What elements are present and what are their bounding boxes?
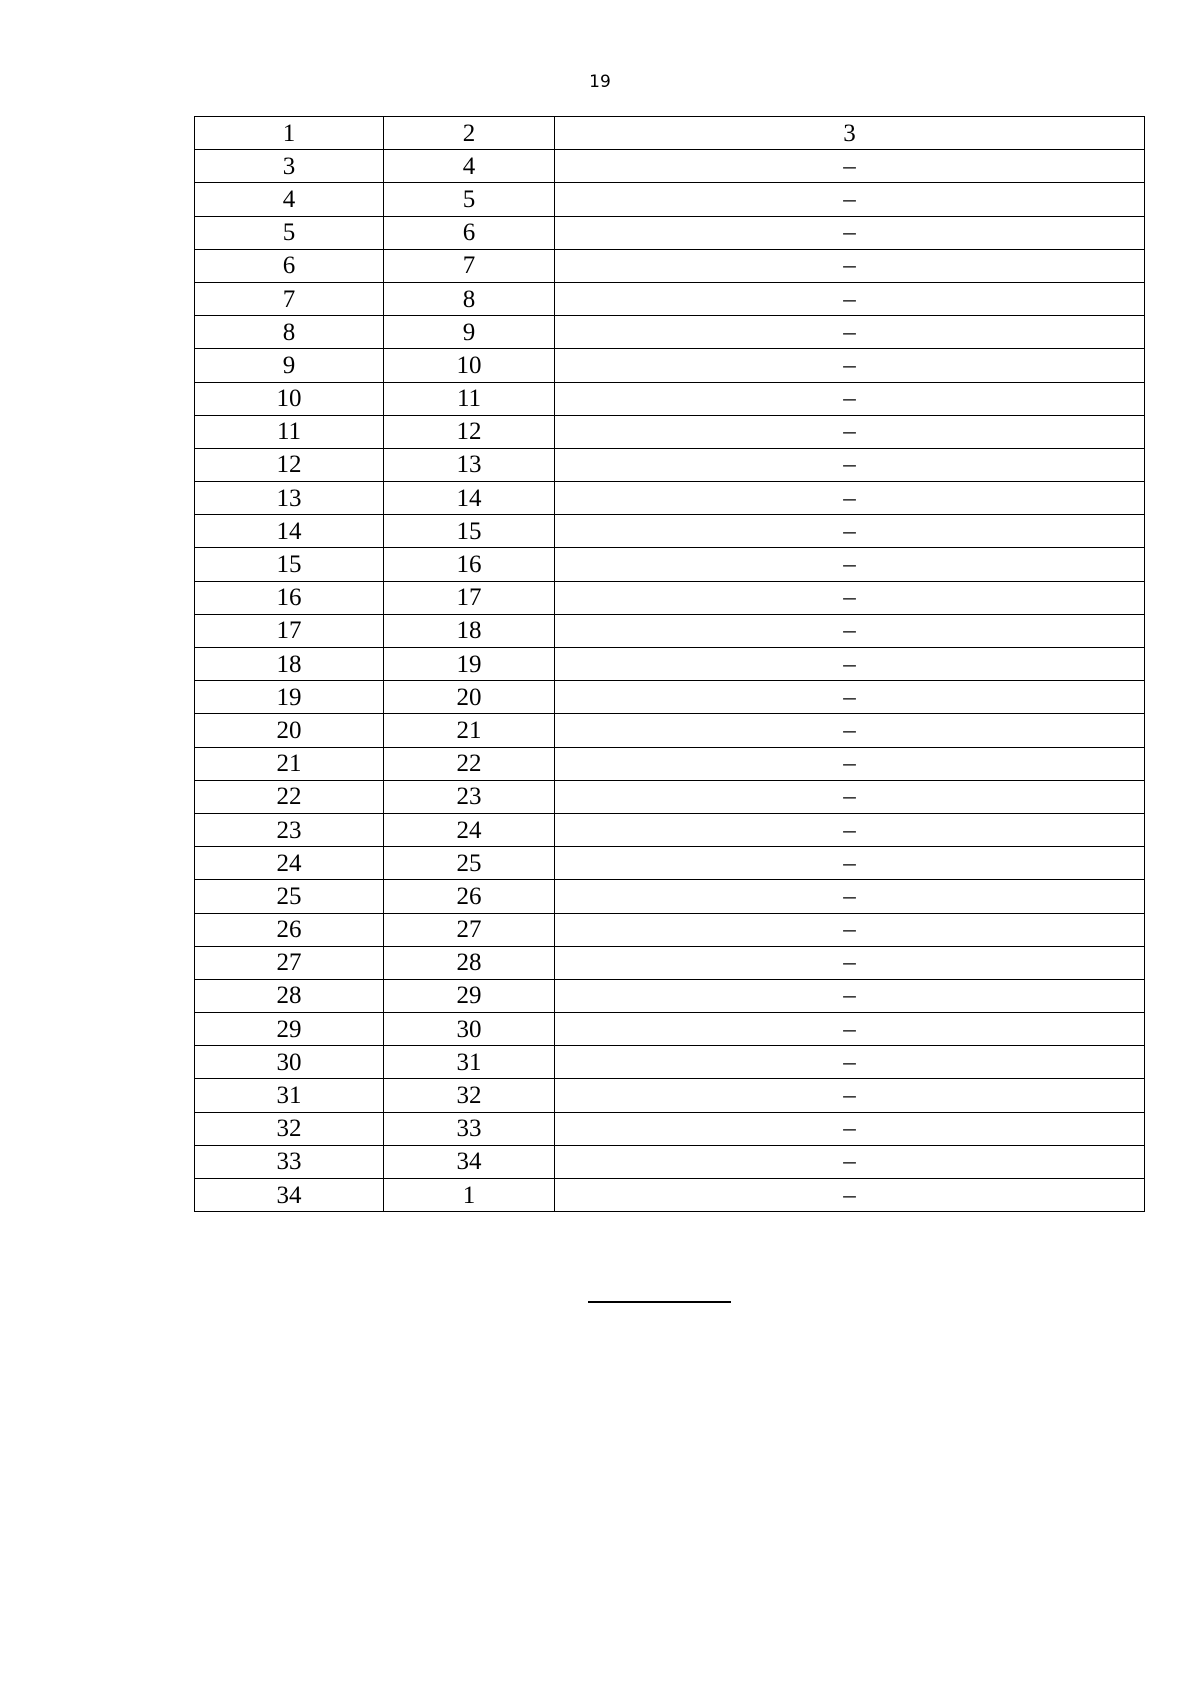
table-cell-col2: 26: [384, 880, 555, 913]
data-table-container: [194, 116, 1144, 1212]
table-row: [195, 1112, 1145, 1145]
table-row: [195, 382, 1145, 415]
table-cell-col3: –: [555, 847, 1145, 880]
table-cell-col2: 4: [384, 150, 555, 183]
table-cell-col2: 11: [384, 382, 555, 415]
table-cell-col2: 6: [384, 216, 555, 249]
table-cell-col3: –: [555, 1179, 1145, 1212]
table-cell-col3: –: [555, 1013, 1145, 1046]
table-row: [195, 714, 1145, 747]
table-row: [195, 614, 1145, 647]
table-row: [195, 448, 1145, 481]
table-cell-col3: –: [555, 249, 1145, 282]
table-cell-col2: 5: [384, 183, 555, 216]
table-cell-col2: 25: [384, 847, 555, 880]
data-table: [194, 116, 1145, 1212]
table-row: [195, 747, 1145, 780]
table-cell-col1: 31: [195, 1079, 384, 1112]
table-cell-col1: 22: [195, 780, 384, 813]
table-cell-col1: 17: [195, 614, 384, 647]
table-cell-col2: 21: [384, 714, 555, 747]
table-body: [195, 117, 1145, 1212]
table-cell-col1: 8: [195, 316, 384, 349]
table-cell-col2: 20: [384, 681, 555, 714]
table-cell-col3: –: [555, 448, 1145, 481]
table-row: [195, 1079, 1145, 1112]
table-cell-col2: 8: [384, 282, 555, 315]
table-cell-col2: 24: [384, 813, 555, 846]
table-cell-col2: 16: [384, 548, 555, 581]
table-cell-col3: –: [555, 216, 1145, 249]
table-row: [195, 581, 1145, 614]
table-cell-col1: 23: [195, 813, 384, 846]
table-row: [195, 249, 1145, 282]
table-cell-col2: 14: [384, 482, 555, 515]
table-row: [195, 946, 1145, 979]
table-cell-col1: 18: [195, 648, 384, 681]
table-cell-col3: –: [555, 1046, 1145, 1079]
table-cell-col2: 18: [384, 614, 555, 647]
table-cell-col1: 7: [195, 282, 384, 315]
table-cell-col1: 29: [195, 1013, 384, 1046]
table-cell-col1: 27: [195, 946, 384, 979]
table-cell-col2: 17: [384, 581, 555, 614]
table-cell-col2: 27: [384, 913, 555, 946]
page-number: 19: [589, 72, 611, 92]
table-cell-col1: 20: [195, 714, 384, 747]
table-row: [195, 415, 1145, 448]
table-cell-col1: 15: [195, 548, 384, 581]
table-cell-col1: 5: [195, 216, 384, 249]
table-cell-col2: 12: [384, 415, 555, 448]
table-cell-col1: 9: [195, 349, 384, 382]
table-cell-col3: –: [555, 714, 1145, 747]
table-row: [195, 780, 1145, 813]
table-cell-col1: 26: [195, 913, 384, 946]
table-cell-col2: 9: [384, 316, 555, 349]
table-row: [195, 349, 1145, 382]
table-cell-col2: 10: [384, 349, 555, 382]
table-cell-col1: 34: [195, 1179, 384, 1212]
table-row: [195, 1179, 1145, 1212]
table-cell-col3: –: [555, 880, 1145, 913]
table-cell-col1: 3: [195, 150, 384, 183]
table-cell-col3: –: [555, 614, 1145, 647]
table-row: [195, 880, 1145, 913]
table-cell-col1: 32: [195, 1112, 384, 1145]
table-cell-col1: 10: [195, 382, 384, 415]
table-cell-col3: –: [555, 979, 1145, 1012]
table-row: [195, 515, 1145, 548]
table-cell-col3: –: [555, 282, 1145, 315]
table-cell-col3: –: [555, 1079, 1145, 1112]
table-cell-col3: –: [555, 150, 1145, 183]
table-cell-col1: 21: [195, 747, 384, 780]
table-cell-col1: 30: [195, 1046, 384, 1079]
table-cell-col2: 15: [384, 515, 555, 548]
table-cell-col1: 4: [195, 183, 384, 216]
table-cell-col2: 31: [384, 1046, 555, 1079]
table-cell-col1: 28: [195, 979, 384, 1012]
table-cell-col3: –: [555, 482, 1145, 515]
table-cell-col1: 24: [195, 847, 384, 880]
table-cell-col3: –: [555, 415, 1145, 448]
table-cell-col3: –: [555, 780, 1145, 813]
table-cell-col2: 32: [384, 1079, 555, 1112]
table-cell-col3: –: [555, 382, 1145, 415]
table-cell-col2: 30: [384, 1013, 555, 1046]
header-cell-col3: 3: [555, 117, 1145, 150]
table-cell-col3: –: [555, 349, 1145, 382]
table-cell-col2: 22: [384, 747, 555, 780]
table-row: [195, 813, 1145, 846]
table-row: [195, 1013, 1145, 1046]
table-row: [195, 216, 1145, 249]
table-cell-col3: –: [555, 581, 1145, 614]
table-cell-col2: 19: [384, 648, 555, 681]
table-row: [195, 1145, 1145, 1178]
header-cell-col1: 1: [195, 117, 384, 150]
table-row: [195, 681, 1145, 714]
table-row: [195, 183, 1145, 216]
table-row: [195, 282, 1145, 315]
table-cell-col1: 33: [195, 1145, 384, 1178]
table-cell-col2: 34: [384, 1145, 555, 1178]
table-row: [195, 150, 1145, 183]
table-cell-col3: –: [555, 1145, 1145, 1178]
table-cell-col3: –: [555, 913, 1145, 946]
table-cell-col2: 23: [384, 780, 555, 813]
table-cell-col1: 6: [195, 249, 384, 282]
table-cell-col3: –: [555, 1112, 1145, 1145]
table-cell-col1: 13: [195, 482, 384, 515]
table-cell-col1: 19: [195, 681, 384, 714]
table-cell-col3: –: [555, 681, 1145, 714]
table-header-row: [195, 117, 1145, 150]
table-row: [195, 913, 1145, 946]
table-cell-col2: 29: [384, 979, 555, 1012]
header-cell-col2: 2: [384, 117, 555, 150]
table-row: [195, 482, 1145, 515]
table-row: [195, 548, 1145, 581]
table-cell-col3: –: [555, 548, 1145, 581]
table-cell-col3: –: [555, 946, 1145, 979]
table-cell-col2: 33: [384, 1112, 555, 1145]
end-rule: [588, 1301, 731, 1303]
table-row: [195, 316, 1145, 349]
table-cell-col1: 11: [195, 415, 384, 448]
table-row: [195, 648, 1145, 681]
table-cell-col2: 13: [384, 448, 555, 481]
table-cell-col3: –: [555, 747, 1145, 780]
table-cell-col3: –: [555, 515, 1145, 548]
table-cell-col3: –: [555, 813, 1145, 846]
table-row: [195, 847, 1145, 880]
table-row: [195, 979, 1145, 1012]
table-cell-col2: 7: [384, 249, 555, 282]
table-cell-col1: 14: [195, 515, 384, 548]
table-cell-col2: 28: [384, 946, 555, 979]
table-cell-col1: 25: [195, 880, 384, 913]
table-cell-col3: –: [555, 648, 1145, 681]
table-cell-col3: –: [555, 316, 1145, 349]
table-cell-col1: 12: [195, 448, 384, 481]
table-cell-col1: 16: [195, 581, 384, 614]
table-cell-col3: –: [555, 183, 1145, 216]
table-cell-col2: 1: [384, 1179, 555, 1212]
table-row: [195, 1046, 1145, 1079]
